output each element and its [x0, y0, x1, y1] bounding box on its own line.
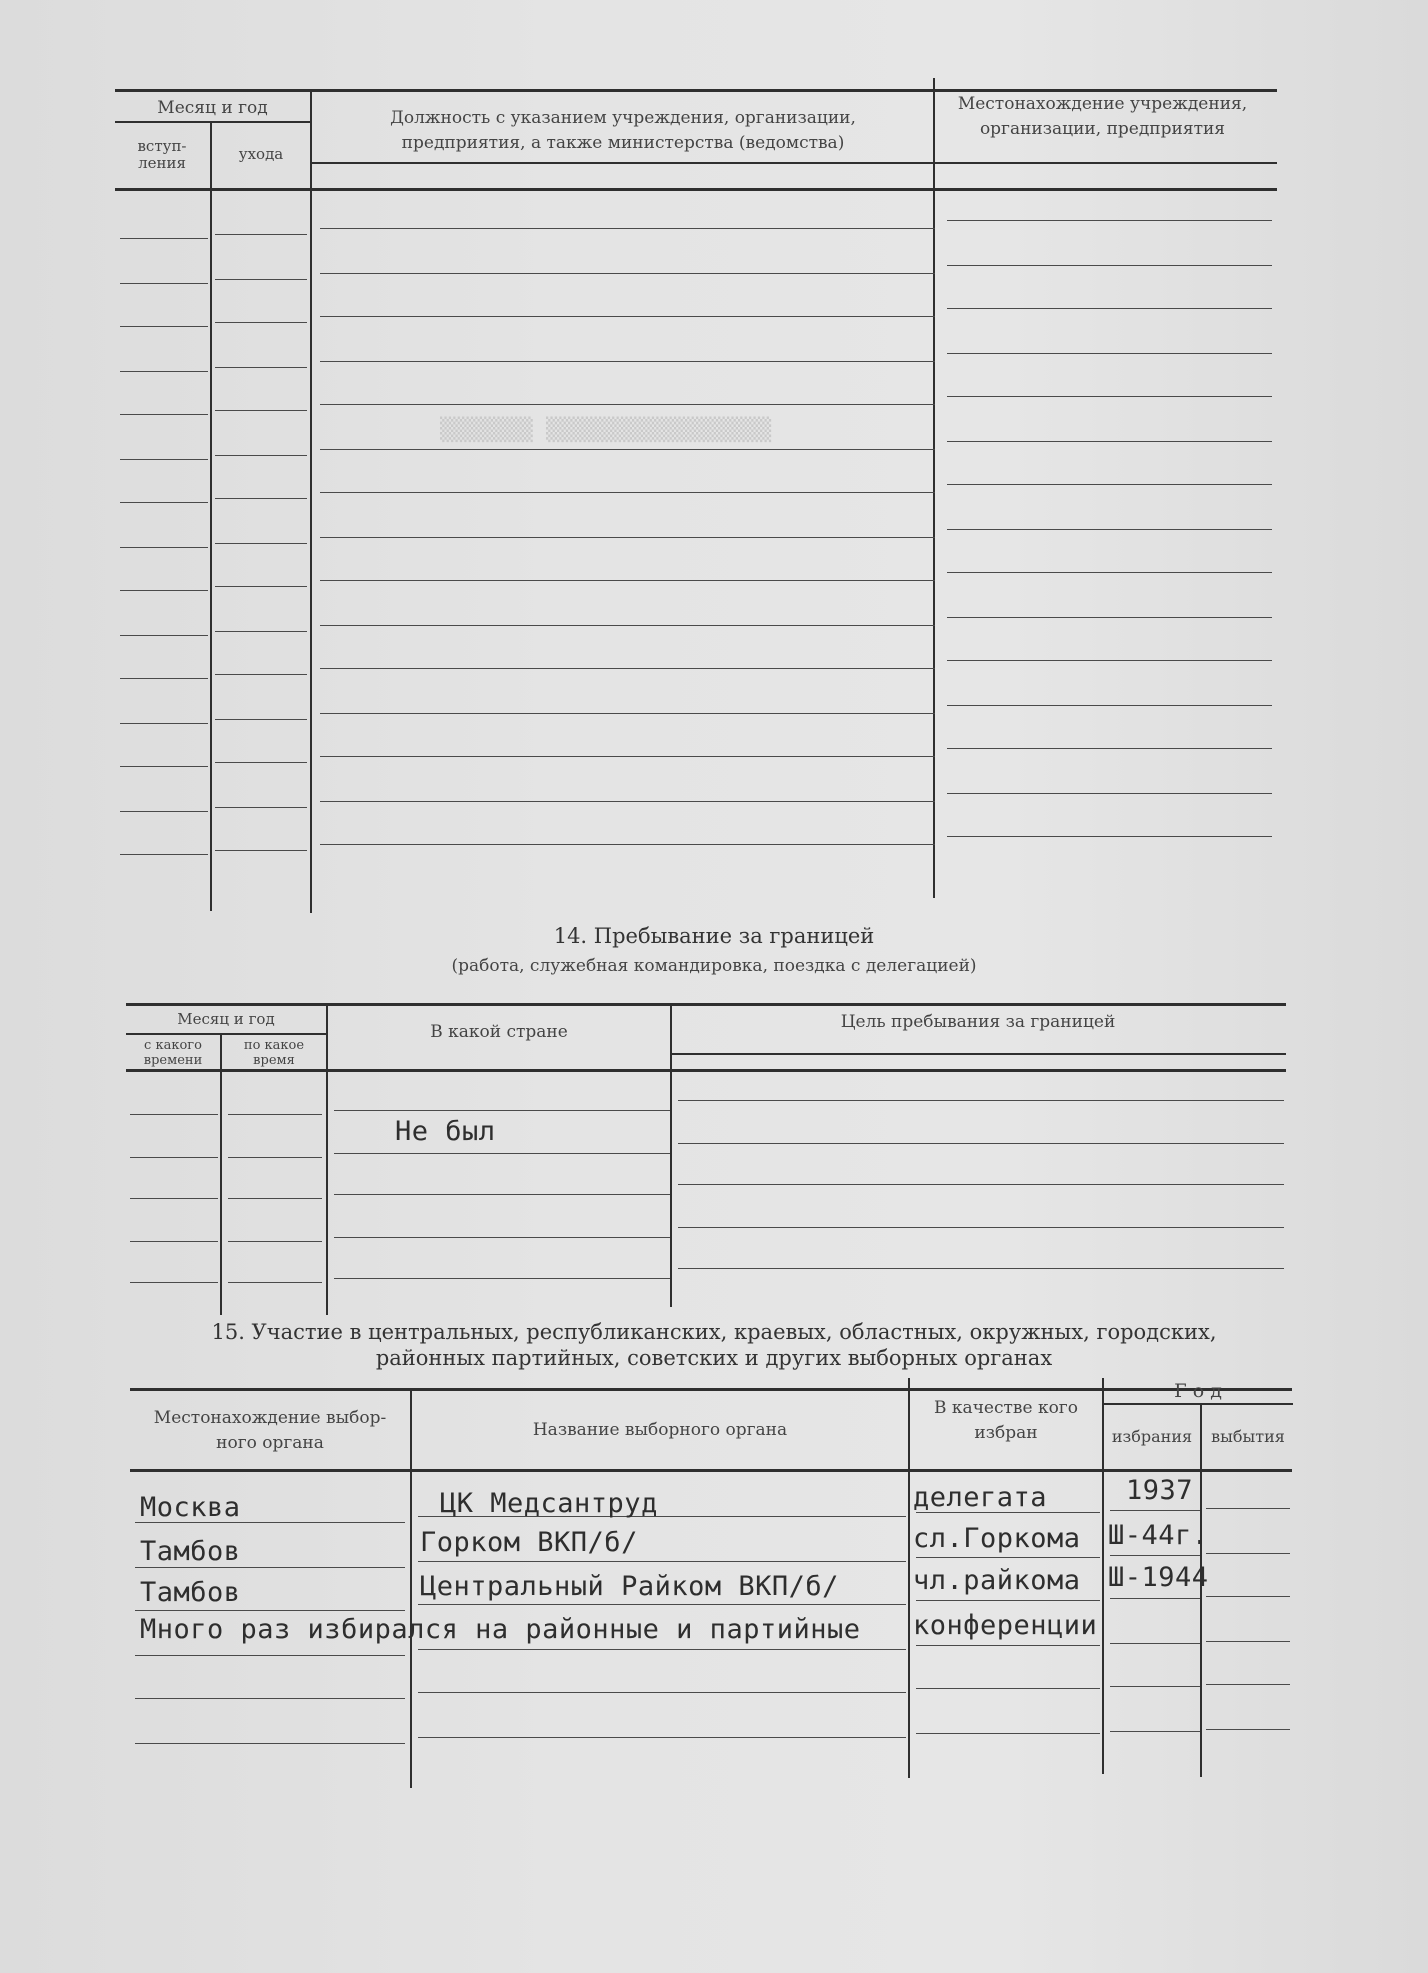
- ruled-line-segment: [120, 854, 208, 855]
- ruled-line-segment: [678, 1227, 1284, 1228]
- ruled-line-segment: [678, 1100, 1284, 1101]
- ruled-line: [126, 1240, 1286, 1241]
- s15-row2-location: Тамбов: [140, 1536, 241, 1567]
- ruled-line-segment: [120, 371, 208, 372]
- ruled-line-segment: [947, 265, 1272, 266]
- s13-ghost-text: ▒▒▒▒▒▒▒ ▒▒▒▒▒▒▒▒▒▒▒▒▒▒▒▒▒: [440, 418, 772, 443]
- ruled-line-segment: [135, 1743, 405, 1744]
- ruled-line-segment: [228, 1198, 322, 1199]
- ruled-line-segment: [320, 273, 935, 274]
- ruled-line: [126, 1156, 1286, 1157]
- ruled-line-segment: [215, 498, 307, 499]
- s15-row1-elected: 1937: [1126, 1475, 1194, 1506]
- ruled-line-segment: [130, 1198, 218, 1199]
- ruled-line-segment: [916, 1600, 1100, 1601]
- ruled-line-segment: [215, 631, 307, 632]
- ruled-line-segment: [1206, 1684, 1290, 1685]
- s14-title: 14. Пребывание за границей: [553, 924, 875, 948]
- s15-left-header: выбытия: [1211, 1427, 1285, 1446]
- ruled-line-segment: [947, 617, 1272, 618]
- ruled-line-segment: [215, 410, 307, 411]
- s15-row1-name: ЦК Медсантруд: [440, 1488, 658, 1519]
- s15-note-line: Много раз избирался на районные и партийные: [140, 1614, 861, 1645]
- ruled-line-segment: [1206, 1508, 1290, 1509]
- ruled-line-segment: [215, 674, 307, 675]
- s15-row3-role: чл.райкома: [913, 1565, 1081, 1596]
- s13-month-year-header: Месяц и год: [157, 98, 268, 118]
- ruled-line-segment: [418, 1649, 906, 1650]
- s15-row3-location: Тамбов: [140, 1577, 241, 1608]
- ruled-line: [115, 454, 1277, 455]
- ruled-line-segment: [215, 455, 307, 456]
- ruled-line-segment: [120, 414, 208, 415]
- s14-month-rule: [126, 1033, 326, 1035]
- ruled-line-segment: [334, 1110, 670, 1111]
- s15-row3-elected: Ш-1944: [1108, 1562, 1209, 1593]
- ruled-line-segment: [135, 1567, 405, 1568]
- ruled-line-segment: [120, 723, 208, 724]
- ruled-line: [126, 1198, 1286, 1199]
- ruled-line-segment: [120, 459, 208, 460]
- ruled-line-segment: [320, 844, 935, 845]
- ruled-line-segment: [215, 367, 307, 368]
- ruled-line: [115, 806, 1277, 807]
- s13-header-rule-right: [310, 162, 1277, 164]
- ruled-line: [115, 630, 1277, 631]
- ruled-line: [130, 1604, 1292, 1605]
- s13-ruled-lines: [115, 190, 1277, 910]
- s14-ruled-lines: [126, 1072, 1286, 1312]
- s14-subtitle: (работа, служебная командировка, поездка с делегацией): [451, 956, 977, 976]
- ruled-line-segment: [418, 1604, 906, 1605]
- s14-purpose-rule: [670, 1053, 1286, 1055]
- ruled-line-segment: [947, 484, 1272, 485]
- ruled-line-segment: [215, 586, 307, 587]
- ruled-line-segment: [947, 572, 1272, 573]
- ruled-line: [115, 366, 1277, 367]
- ruled-line-segment: [947, 836, 1272, 837]
- ruled-line-segment: [228, 1157, 322, 1158]
- ruled-line: [130, 1516, 1292, 1517]
- ruled-line-segment: [320, 492, 935, 493]
- s15-row1-role: делегата: [913, 1482, 1048, 1513]
- ruled-line-segment: [1110, 1731, 1200, 1732]
- s13-leaving-header: ухода: [238, 145, 284, 163]
- ruled-line-segment: [320, 668, 935, 669]
- ruled-line-segment: [320, 228, 935, 229]
- s15-role-header: В качестве кого избран: [934, 1398, 1078, 1443]
- ruled-line-segment: [678, 1268, 1284, 1269]
- s15-elected-header: избрания: [1111, 1427, 1193, 1446]
- ruled-line: [130, 1692, 1292, 1693]
- ruled-line: [115, 674, 1277, 675]
- s13-position-header: Должность с указанием учреждения, организации, предприятия, а также министерства (ведомства): [390, 108, 856, 153]
- ruled-line-segment: [1206, 1553, 1290, 1554]
- ruled-line-segment: [320, 580, 935, 581]
- s13-month-rule: [115, 121, 310, 123]
- s13-location-header: Местонахождение учреждения, организации, предприятия: [957, 94, 1248, 139]
- ruled-line-segment: [1110, 1686, 1200, 1687]
- ruled-line-segment: [320, 625, 935, 626]
- s15-title-line2: районных партийных, советских и других выборных органах: [375, 1346, 1053, 1370]
- ruled-line: [115, 498, 1277, 499]
- ruled-line: [115, 542, 1277, 543]
- ruled-line-segment: [215, 322, 307, 323]
- ruled-line-segment: [120, 326, 208, 327]
- s15-location-header: Местонахождение выбор- ного органа: [153, 1408, 387, 1453]
- ruled-line: [130, 1560, 1292, 1561]
- s14-until-header: по какое время: [243, 1038, 305, 1068]
- ruled-line-segment: [215, 762, 307, 763]
- ruled-line-segment: [120, 283, 208, 284]
- s13-entry-header: вступ- ления: [137, 137, 187, 173]
- ruled-line-segment: [1110, 1598, 1200, 1599]
- ruled-line-segment: [215, 234, 307, 235]
- s14-month-year-header: Месяц и год: [177, 1010, 275, 1028]
- ruled-line: [126, 1282, 1286, 1283]
- ruled-line-segment: [130, 1157, 218, 1158]
- ruled-line-segment: [947, 705, 1272, 706]
- ruled-line: [130, 1736, 1292, 1737]
- ruled-line: [115, 762, 1277, 763]
- ruled-line: [115, 410, 1277, 411]
- ruled-line-segment: [1206, 1641, 1290, 1642]
- s14-from-header: с какого времени: [143, 1038, 203, 1068]
- ruled-line-segment: [1110, 1555, 1200, 1556]
- ruled-line-segment: [320, 713, 935, 714]
- ruled-line-segment: [320, 316, 935, 317]
- ruled-line: [115, 718, 1277, 719]
- ruled-line: [130, 1648, 1292, 1649]
- s15-row2-role: сл.Горкома: [913, 1523, 1081, 1554]
- ruled-line-segment: [215, 543, 307, 544]
- ruled-line-segment: [947, 529, 1272, 530]
- ruled-line-segment: [120, 502, 208, 503]
- ruled-line-segment: [215, 719, 307, 720]
- s14-top-rule: [126, 1003, 1286, 1006]
- s15-title-line1: 15. Участие в центральных, республиканских, краевых, областных, окружных, городских,: [211, 1320, 1217, 1344]
- s14-purpose-header: Цель пребывания за границей: [840, 1012, 1116, 1032]
- ruled-line-segment: [320, 756, 935, 757]
- s15-name-header: Название выборного органа: [532, 1420, 788, 1440]
- ruled-line-segment: [320, 404, 935, 405]
- ruled-line-segment: [320, 361, 935, 362]
- ruled-line-segment: [120, 678, 208, 679]
- ruled-line: [115, 278, 1277, 279]
- ruled-line-segment: [947, 660, 1272, 661]
- ruled-line-segment: [418, 1737, 906, 1738]
- ruled-line-segment: [916, 1733, 1100, 1734]
- ruled-line-segment: [320, 449, 935, 450]
- ruled-line-segment: [916, 1645, 1100, 1646]
- ruled-line-segment: [678, 1184, 1284, 1185]
- ruled-line-segment: [228, 1114, 322, 1115]
- ruled-line-segment: [947, 396, 1272, 397]
- s14-country-header: В какой стране: [430, 1022, 568, 1042]
- ruled-line-segment: [120, 547, 208, 548]
- ruled-line-segment: [215, 279, 307, 280]
- ruled-line-segment: [916, 1688, 1100, 1689]
- ruled-line-segment: [120, 811, 208, 812]
- ruled-line-segment: [320, 537, 935, 538]
- ruled-line-segment: [228, 1241, 322, 1242]
- ruled-line-segment: [334, 1194, 670, 1195]
- ruled-line-segment: [120, 766, 208, 767]
- s15-row2-elected: Ш-44г.: [1108, 1520, 1209, 1551]
- ruled-line-segment: [215, 807, 307, 808]
- ruled-line-segment: [334, 1237, 670, 1238]
- ruled-line-segment: [135, 1610, 405, 1611]
- ruled-line-segment: [1206, 1729, 1290, 1730]
- ruled-line-segment: [678, 1143, 1284, 1144]
- ruled-line-segment: [135, 1655, 405, 1656]
- ruled-line: [115, 234, 1277, 235]
- ruled-line-segment: [135, 1698, 405, 1699]
- s14-entry-text: Не был: [395, 1116, 496, 1147]
- ruled-line-segment: [947, 748, 1272, 749]
- ruled-line-segment: [418, 1561, 906, 1562]
- ruled-line-segment: [120, 238, 208, 239]
- ruled-line-segment: [947, 308, 1272, 309]
- s15-note-role: конференции: [913, 1610, 1098, 1641]
- ruled-line-segment: [947, 441, 1272, 442]
- s15-row2-name: Горком ВКП/б/: [420, 1527, 638, 1558]
- s15-row3-name: Центральный Райком ВКП/б/: [420, 1571, 839, 1602]
- ruled-line-segment: [215, 850, 307, 851]
- ruled-line-segment: [228, 1282, 322, 1283]
- ruled-line: [115, 322, 1277, 323]
- ruled-line-segment: [130, 1114, 218, 1115]
- ruled-line-segment: [334, 1278, 670, 1279]
- ruled-line-segment: [916, 1557, 1100, 1558]
- ruled-line-segment: [418, 1692, 906, 1693]
- ruled-line-segment: [120, 590, 208, 591]
- ruled-line-segment: [334, 1153, 670, 1154]
- s15-year-header: Г о д: [1174, 1380, 1222, 1402]
- ruled-line-segment: [320, 801, 935, 802]
- ruled-line: [115, 850, 1277, 851]
- ruled-line-segment: [1110, 1643, 1200, 1644]
- ruled-line-segment: [947, 353, 1272, 354]
- ruled-line-segment: [130, 1241, 218, 1242]
- ruled-line-segment: [130, 1282, 218, 1283]
- ruled-line-segment: [947, 793, 1272, 794]
- ruled-line: [126, 1114, 1286, 1115]
- s15-row1-location: Москва: [140, 1492, 241, 1523]
- ruled-line-segment: [120, 635, 208, 636]
- ruled-line-segment: [947, 220, 1272, 221]
- ruled-line: [115, 586, 1277, 587]
- ruled-line-segment: [1206, 1596, 1290, 1597]
- ruled-line-segment: [1110, 1510, 1200, 1511]
